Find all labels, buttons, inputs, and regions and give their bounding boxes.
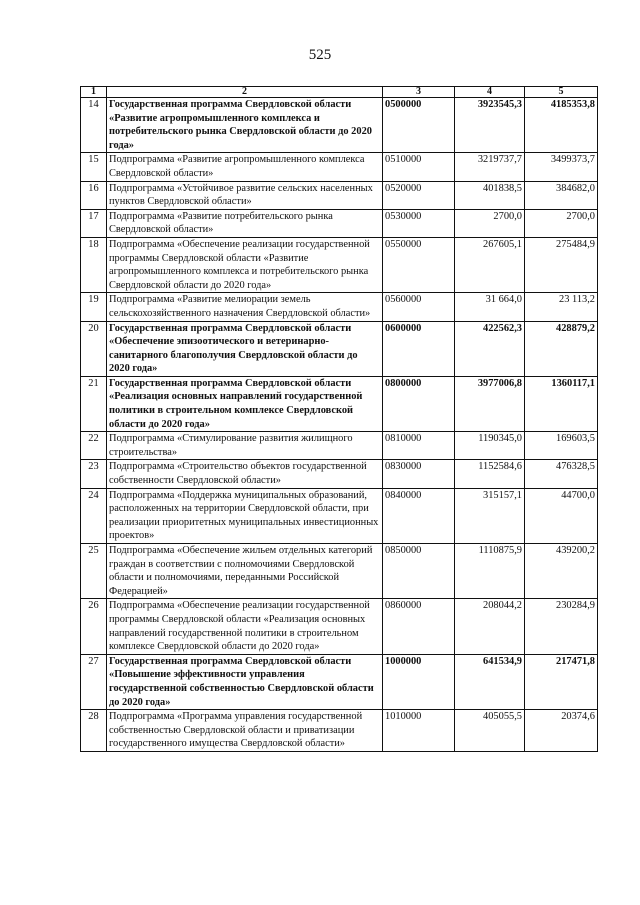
row-number: 28 (81, 710, 107, 752)
row-number: 23 (81, 460, 107, 488)
column-header: 4 (455, 87, 525, 98)
table-row (81, 654, 598, 709)
program-name: Подпрограмма «Стимулирование развития жилищного строительства» (107, 432, 383, 460)
column-header: 1 (81, 87, 107, 98)
row-number: 16 (81, 181, 107, 209)
table-row (81, 460, 598, 488)
table-row (81, 432, 598, 460)
amount-col4: 405055,5 (455, 710, 525, 752)
amount-col5: 384682,0 (525, 181, 598, 209)
program-name: Государственная программа Свердловской области «Развитие агропромышленного комплекса и потребительского рынка Свердловской области до 2020 года» (107, 98, 383, 153)
row-number: 27 (81, 654, 107, 709)
row-number: 22 (81, 432, 107, 460)
program-code: 0500000 (383, 98, 455, 153)
row-number: 26 (81, 599, 107, 654)
row-number: 24 (81, 488, 107, 543)
table-row (81, 488, 598, 543)
amount-col4: 2700,0 (455, 209, 525, 237)
row-number: 14 (81, 98, 107, 153)
table-row (81, 293, 598, 321)
amount-col5: 217471,8 (525, 654, 598, 709)
amount-col5: 2700,0 (525, 209, 598, 237)
budget-table (80, 86, 598, 752)
table-header-row (81, 87, 598, 98)
program-name: Подпрограмма «Обеспечение жильем отдельных категорий граждан в соответствии с полномочиями Свердловской области и полномочиями, переданными Российской Федерацией» (107, 544, 383, 599)
row-number: 25 (81, 544, 107, 599)
row-number: 19 (81, 293, 107, 321)
table-row (81, 153, 598, 181)
table-row (81, 237, 598, 292)
amount-col4: 208044,2 (455, 599, 525, 654)
amount-col5: 23 113,2 (525, 293, 598, 321)
program-code: 0800000 (383, 376, 455, 431)
program-code: 0600000 (383, 321, 455, 376)
table-row (81, 181, 598, 209)
amount-col5: 230284,9 (525, 599, 598, 654)
program-code: 0850000 (383, 544, 455, 599)
column-header: 3 (383, 87, 455, 98)
program-name: Государственная программа Свердловской области «Обеспечение эпизоотического и ветеринарно-санитарного благополучия Свердловской области до 2020 года» (107, 321, 383, 376)
program-code: 0840000 (383, 488, 455, 543)
amount-col4: 31 664,0 (455, 293, 525, 321)
program-code: 0830000 (383, 460, 455, 488)
row-number: 20 (81, 321, 107, 376)
program-name: Подпрограмма «Программа управления государственной собственностью Свердловской области и приватизации государственного имущества Свердловской области» (107, 710, 383, 752)
row-number: 15 (81, 153, 107, 181)
program-code: 0530000 (383, 209, 455, 237)
table-body (81, 98, 598, 752)
table-row (81, 321, 598, 376)
amount-col4: 641534,9 (455, 654, 525, 709)
amount-col5: 439200,2 (525, 544, 598, 599)
amount-col4: 1110875,9 (455, 544, 525, 599)
amount-col4: 422562,3 (455, 321, 525, 376)
program-name: Государственная программа Свердловской области «Повышение эффективности управления государственной собственностью Свердловской области до 2020 года» (107, 654, 383, 709)
amount-col5: 44700,0 (525, 488, 598, 543)
program-code: 1000000 (383, 654, 455, 709)
table-row (81, 544, 598, 599)
table-row (81, 98, 598, 153)
amount-col4: 3219737,7 (455, 153, 525, 181)
amount-col5: 476328,5 (525, 460, 598, 488)
program-name: Подпрограмма «Поддержка муниципальных образований, расположенных на территории Свердловской области, при реализации приоритетных муниципальных инвестиционных проектов» (107, 488, 383, 543)
program-code: 1010000 (383, 710, 455, 752)
amount-col5: 20374,6 (525, 710, 598, 752)
table-row (81, 376, 598, 431)
table-row (81, 209, 598, 237)
row-number: 18 (81, 237, 107, 292)
amount-col4: 3923545,3 (455, 98, 525, 153)
program-code: 0560000 (383, 293, 455, 321)
amount-col5: 169603,5 (525, 432, 598, 460)
column-header: 5 (525, 87, 598, 98)
program-code: 0520000 (383, 181, 455, 209)
amount-col4: 1152584,6 (455, 460, 525, 488)
program-name: Государственная программа Свердловской области «Реализация основных направлений государственной политики в строительном комплексе Свердловской области до 2020 года» (107, 376, 383, 431)
program-code: 0550000 (383, 237, 455, 292)
program-code: 0860000 (383, 599, 455, 654)
program-name: Подпрограмма «Развитие агропромышленного комплекса Свердловской области» (107, 153, 383, 181)
amount-col4: 267605,1 (455, 237, 525, 292)
program-code: 0510000 (383, 153, 455, 181)
page-number: 525 (308, 47, 332, 63)
program-code: 0810000 (383, 432, 455, 460)
program-name: Подпрограмма «Развитие мелиорации земель сельскохозяйственного назначения Свердловской области» (107, 293, 383, 321)
amount-col5: 275484,9 (525, 237, 598, 292)
amount-col4: 315157,1 (455, 488, 525, 543)
amount-col4: 401838,5 (455, 181, 525, 209)
column-header: 2 (107, 87, 383, 98)
program-name: Подпрограмма «Обеспечение реализации государственной программы Свердловской области «Развитие агропромышленного комплекса и потребительского рынка Свердловской области до 2020 года» (107, 237, 383, 292)
row-number: 17 (81, 209, 107, 237)
row-number: 21 (81, 376, 107, 431)
program-name: Подпрограмма «Развитие потребительского рынка Свердловской области» (107, 209, 383, 237)
program-name: Подпрограмма «Устойчивое развитие сельских населенных пунктов Свердловской области» (107, 181, 383, 209)
amount-col5: 428879,2 (525, 321, 598, 376)
amount-col5: 1360117,1 (525, 376, 598, 431)
table-row (81, 599, 598, 654)
table-row (81, 710, 598, 752)
program-name: Подпрограмма «Строительство объектов государственной собственности Свердловской области» (107, 460, 383, 488)
amount-col4: 1190345,0 (455, 432, 525, 460)
amount-col5: 3499373,7 (525, 153, 598, 181)
amount-col4: 3977006,8 (455, 376, 525, 431)
amount-col5: 4185353,8 (525, 98, 598, 153)
program-name: Подпрограмма «Обеспечение реализации государственной программы Свердловской области «Реализация основных направлений государственной политики в строительном комплексе Свердловской области до 2020 года» (107, 599, 383, 654)
